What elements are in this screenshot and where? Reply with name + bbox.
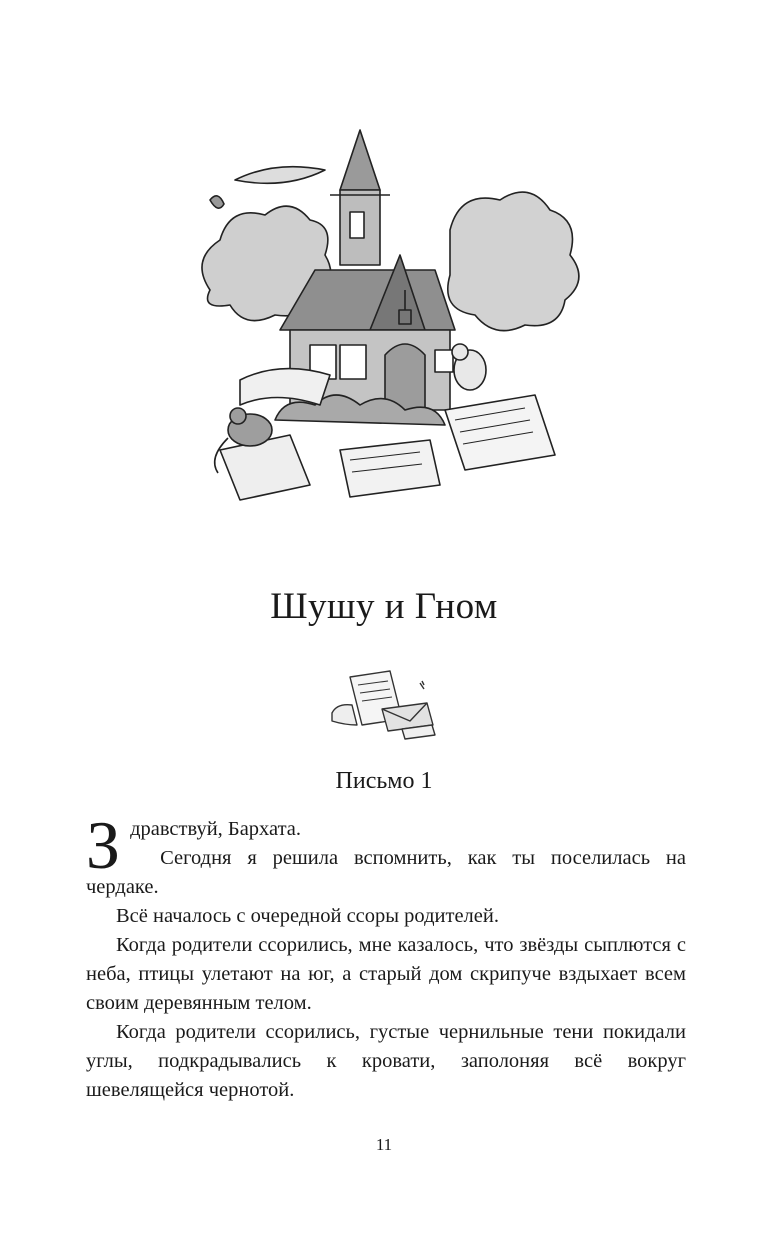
paragraph: Всё началось с очередной ссоры родителей. xyxy=(116,905,499,927)
chapter-title: Шушу и Гном xyxy=(270,586,498,627)
paragraph: Сегодня я решила вспомнить, как ты поселилась на чердаке. xyxy=(86,847,686,898)
house-illustration xyxy=(180,120,590,530)
paragraph: дравствуй, Бархата. xyxy=(130,818,302,840)
paragraph: Когда родители ссорились, густые чернильные тени покидали углы, подкрадывались к кровати, заполоняя всё вокруг шевелящейся чернотой. xyxy=(86,1021,686,1101)
letter-heading: Письмо 1 xyxy=(335,768,433,794)
letters-vignette xyxy=(322,665,446,745)
drop-cap: З xyxy=(86,807,121,883)
body-text xyxy=(86,807,686,1105)
paragraph: Когда родители ссорились, мне казалось, что звёзды сыплются с неба, птицы улетают на юг, а старый дом скрипуче вздыхает всем своим деревянным телом. xyxy=(86,934,686,1014)
page-number: 11 xyxy=(375,1135,393,1154)
